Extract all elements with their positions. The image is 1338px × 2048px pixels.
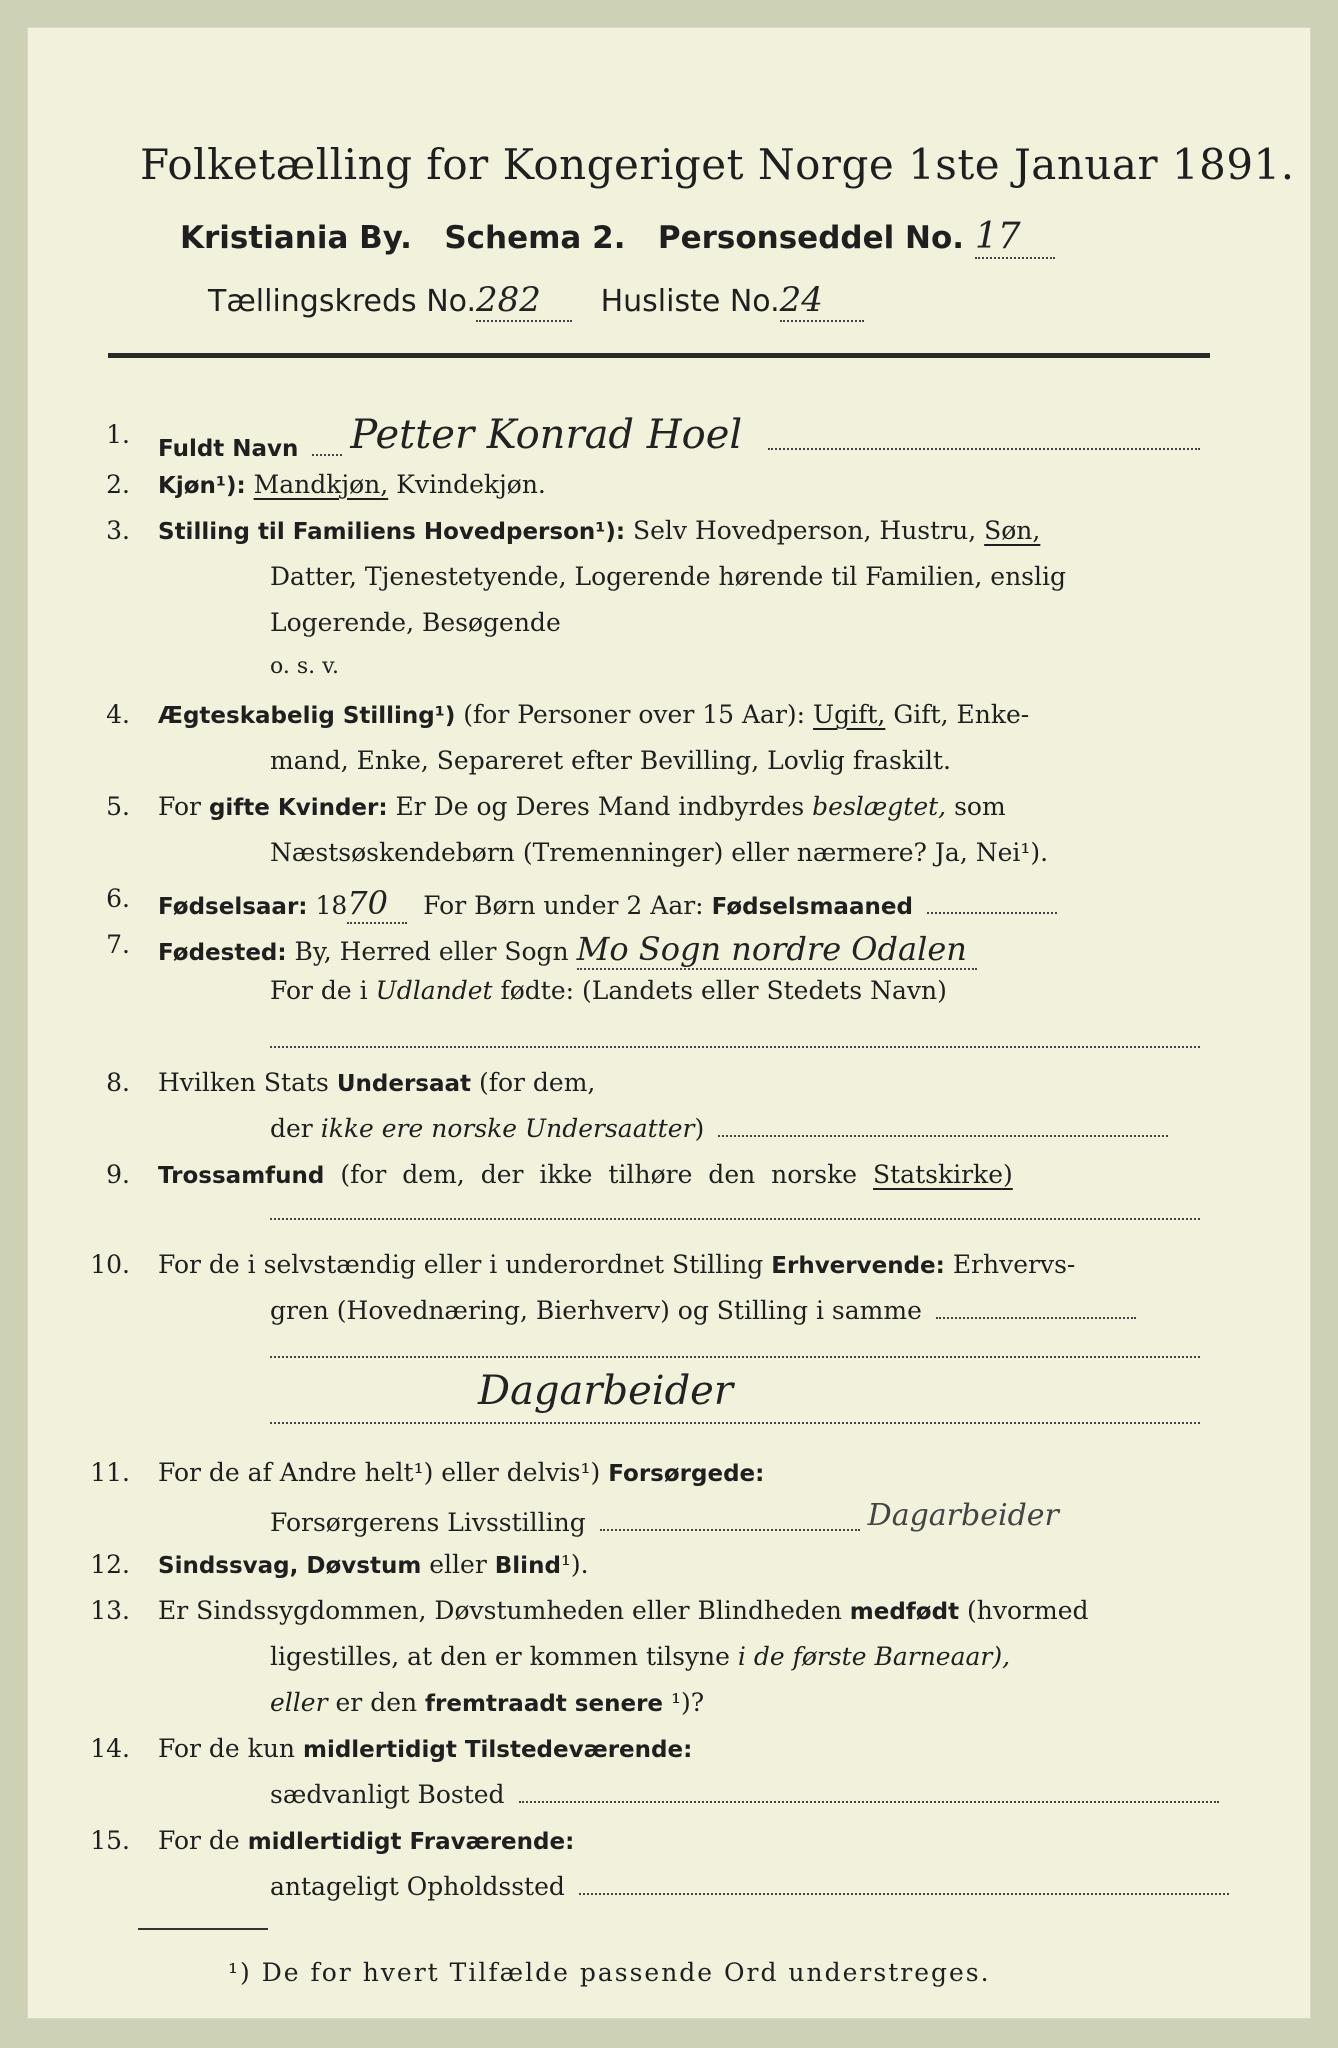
field-4-number: 4. [106, 700, 130, 729]
field-8-prefix: Hvilken Stats [158, 1068, 329, 1097]
field-5-label: gifte Kvinder: [208, 795, 388, 821]
field-7-line-2 [270, 976, 947, 1005]
field-3-line-3: Logerende, Besøgende [270, 608, 561, 637]
field-4 [158, 700, 1029, 729]
field-10 [158, 1250, 1075, 1279]
field-1-leader [312, 454, 342, 456]
field-11-leader [600, 1529, 860, 1531]
field-14-leader [519, 1801, 1219, 1803]
field-13-line-3-end: ¹)? [670, 1688, 705, 1717]
field-3 [158, 516, 1040, 545]
field-3-options: Selv Hovedperson, Hustru, [633, 516, 977, 545]
field-7-udlandet: Udlandet [375, 976, 493, 1005]
field-6-number: 6. [106, 884, 130, 913]
field-10-leader [936, 1317, 1136, 1319]
field-2-number: 2. [106, 470, 130, 499]
field-13-eller: eller [270, 1688, 328, 1717]
field-10-line-2-text: gren (Hovednæring, Bierhverv) og Stilling i samme [270, 1296, 922, 1325]
field-8-number: 8. [106, 1068, 130, 1097]
field-7 [158, 930, 977, 970]
field-1-number: 1. [106, 420, 130, 449]
field-6-leader [927, 912, 1057, 914]
field-6-prefix: 18 [315, 891, 348, 920]
header-divider [108, 353, 1210, 358]
field-13-line-2-italic: i de første Barneaar), [737, 1642, 1011, 1671]
field-10-prefix: For de i selvstændig eller i underordnet Stilling [158, 1250, 764, 1279]
field-8-label: Undersaat [336, 1071, 472, 1097]
field-12-end: ¹). [560, 1550, 589, 1579]
field-13 [158, 1596, 1089, 1625]
field-2 [158, 470, 546, 499]
field-5-som: som [954, 792, 1006, 821]
field-9-statskirke: Statskirke) [873, 1160, 1013, 1189]
field-5-number: 5. [106, 792, 130, 821]
field-12-number: 12. [90, 1550, 130, 1579]
field-2-label: Kjøn¹): [158, 473, 246, 499]
field-10-answer-line-1 [270, 1356, 1200, 1358]
field-15-label: midlertidigt Fraværende: [247, 1829, 575, 1855]
field-10-label: Erhvervende: [771, 1253, 945, 1279]
field-14-line-2-text: sædvanligt Bosted [270, 1780, 505, 1809]
field-11 [158, 1458, 764, 1487]
field-10-number: 10. [90, 1250, 130, 1279]
field-6 [158, 884, 1057, 924]
field-11-value: Dagarbeider [867, 1498, 1059, 1533]
field-7-line-2-rest: fødte: (Landets eller Stedets Navn) [500, 976, 947, 1005]
field-5-line-2: Næstsøskendebørn (Tremenninger) eller nærmere? Ja, Nei¹). [270, 838, 1049, 867]
field-15-prefix: For de [158, 1826, 240, 1855]
field-10-value: Dagarbeider [478, 1368, 733, 1414]
field-15-line-2 [270, 1872, 1229, 1901]
field-7-description: By, Herred eller Sogn [294, 937, 569, 966]
field-13-line-2-text: ligestilles, at den er kommen tilsyne [270, 1642, 730, 1671]
field-8-rest: (for dem, [478, 1068, 596, 1097]
schema-label: Schema 2. [444, 220, 626, 256]
field-1-label: Fuldt Navn [158, 436, 299, 462]
field-14-label: midlertidigt Tilstedeværende: [302, 1737, 693, 1763]
personseddel-number: 17 [975, 216, 1055, 259]
field-4-line-2: mand, Enke, Separeret efter Bevilling, Lovlig fraskilt. [270, 746, 951, 775]
field-7-answer-line [270, 1046, 1200, 1048]
field-1 [158, 412, 743, 466]
field-11-line-2 [270, 1498, 1059, 1539]
field-13-question: Er Sindssygdommen, Døvstumheden eller Blindheden [158, 1596, 842, 1625]
field-2-option-female: Kvindekjøn. [396, 470, 546, 499]
field-13-line-3-mid: er den [335, 1688, 418, 1717]
husliste-number: 24 [780, 280, 864, 322]
field-3-option-son: Søn, [984, 516, 1041, 545]
field-11-number: 11. [90, 1458, 130, 1487]
field-14-prefix: For de kun [158, 1734, 296, 1763]
field-10-line-2 [270, 1296, 1136, 1325]
field-10-answer-line-2 [270, 1422, 1200, 1424]
census-form-page [28, 28, 1310, 2018]
field-1-underline [768, 448, 1200, 450]
field-13-number: 13. [90, 1596, 130, 1625]
field-9-rest: (for dem, der ikke tilhøre den norske [340, 1160, 858, 1189]
field-13-medfodt: medfødt [849, 1599, 960, 1625]
field-9 [158, 1160, 1013, 1189]
city-label: Kristiania By. [180, 220, 412, 256]
field-13-line-1-end: (hvormed [967, 1596, 1089, 1625]
field-11-prefix: For de af Andre helt¹) eller delvis¹) [158, 1458, 601, 1487]
field-3-line-2: Datter, Tjenestetyende, Logerende hørende til Familien, enslig [270, 562, 1067, 591]
field-7-line-2-prefix: For de i [270, 976, 368, 1005]
field-4-option-ugift: Ugift, [813, 700, 886, 729]
field-3-line-4: o. s. v. [270, 654, 339, 679]
form-title: Folketælling for Kongeriget Norge 1ste Januar 1891. [140, 140, 1295, 189]
field-8-line-2-italic: ikke ere norske Undersaatter [320, 1114, 695, 1143]
field-13-line-2 [270, 1642, 1010, 1671]
field-9-answer-line [270, 1218, 1200, 1220]
field-8-line-2: der ikke ere norske Undersaatter) [270, 1114, 1168, 1143]
field-9-number: 9. [106, 1160, 130, 1189]
field-6-child-label: For Børn under 2 Aar: [423, 891, 704, 920]
field-6-label: Fødselsaar: [158, 894, 308, 920]
field-11-label: Forsørgede: [608, 1461, 765, 1487]
field-5-beslaegtet: beslægtet, [812, 792, 947, 821]
field-8-leader [718, 1135, 1168, 1137]
field-14-number: 14. [90, 1734, 130, 1763]
husliste-label: Husliste No. [600, 284, 780, 319]
footnote-divider [138, 1928, 268, 1930]
field-3-label: Stilling til Familiens Hovedperson¹): [158, 519, 626, 545]
field-9-label: Trossamfund [158, 1163, 325, 1189]
field-12-eller: eller [429, 1550, 487, 1579]
field-12-label-blind: Blind [494, 1553, 561, 1579]
field-8-line-2-prefix: der [270, 1114, 313, 1143]
field-11-line-2-text: Forsørgerens Livsstilling [270, 1508, 586, 1537]
field-6-value: 70 [347, 884, 407, 924]
field-15-number: 15. [90, 1826, 130, 1855]
field-5-question: Er De og Deres Mand indbyrdes [395, 792, 805, 821]
field-2-option-male: Mandkjøn, [253, 470, 389, 499]
field-14 [158, 1734, 692, 1763]
field-4-options: Gift, Enke- [893, 700, 1030, 729]
field-13-line-3 [270, 1688, 704, 1717]
field-5-prefix: For [158, 792, 201, 821]
field-15-line-2-text: antageligt Opholdssted [270, 1872, 565, 1901]
footnote: ¹) De for hvert Tilfælde passende Ord understreges. [228, 1958, 991, 1987]
field-15-leader [579, 1893, 1229, 1895]
field-15 [158, 1826, 574, 1855]
field-5 [158, 792, 1006, 821]
field-4-condition: (for Personer over 15 Aar): [463, 700, 806, 729]
field-14-line-2 [270, 1780, 1219, 1809]
personseddel-label: Personseddel No. [657, 220, 965, 256]
field-6-birth-month-label: Fødselsmaaned [711, 894, 913, 920]
field-7-value: Mo Sogn nordre Odalen [577, 930, 977, 970]
field-12-label: Sindssvag, Døvstum [158, 1553, 422, 1579]
field-4-label: Ægteskabelig Stilling¹) [158, 703, 456, 729]
header-line-2 [180, 216, 1055, 259]
kreds-label: Tællingskreds No. [208, 284, 476, 319]
field-12 [158, 1550, 589, 1579]
field-1-value: Petter Konrad Hoel [350, 412, 743, 458]
field-7-label: Fødested: [158, 940, 287, 966]
field-13-senere: fremtraadt senere [425, 1691, 664, 1717]
field-3-number: 3. [106, 516, 130, 545]
kreds-number: 282 [476, 280, 572, 322]
field-8 [158, 1068, 595, 1097]
field-7-number: 7. [106, 930, 130, 959]
header-line-3 [208, 280, 864, 322]
field-10-end: Erhvervs- [952, 1250, 1076, 1279]
